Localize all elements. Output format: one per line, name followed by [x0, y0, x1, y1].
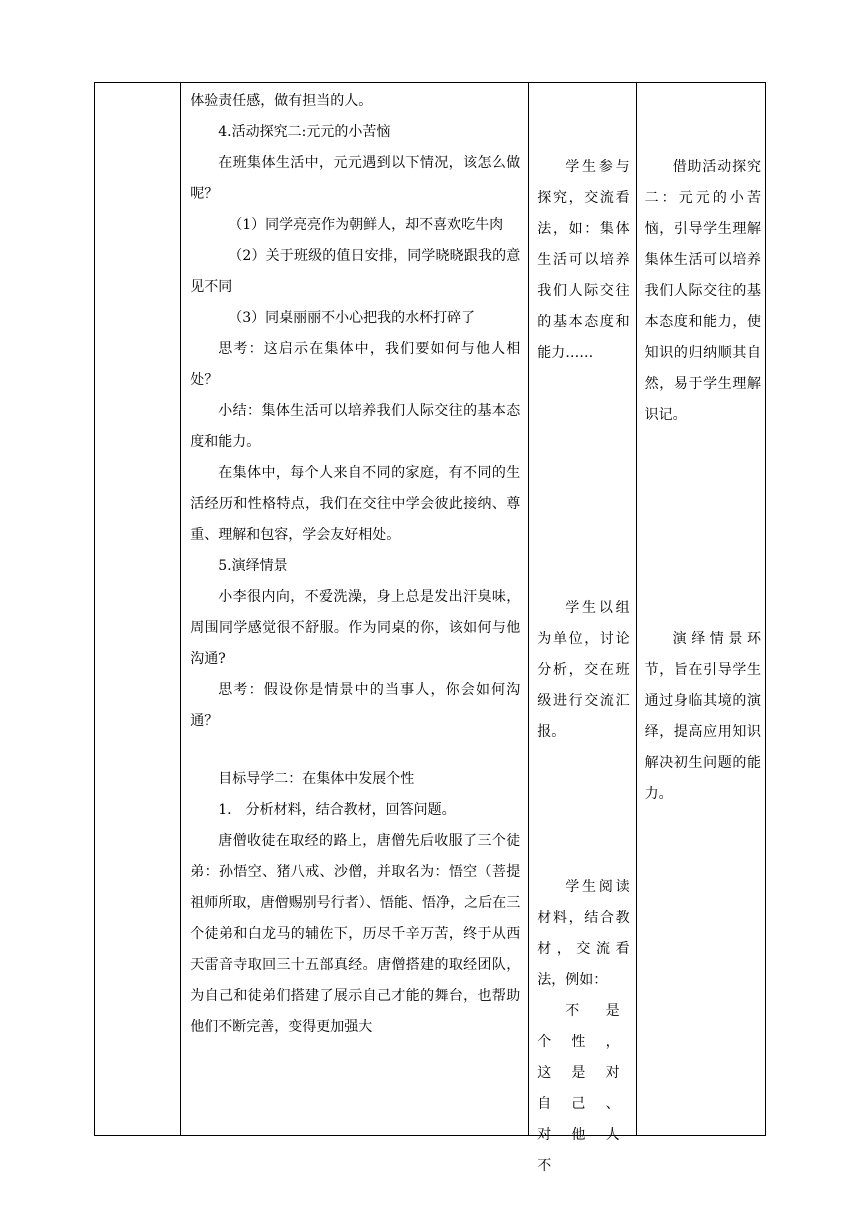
teaching-content-cell: [181, 83, 529, 1136]
student-activity-block: 学生阅读材料，结合教材，交流看法，例如：: [537, 879, 630, 988]
content-paragraph: 在班集体生活中，元元遇到以下情况，该怎么做呢？: [190, 155, 521, 202]
task-item: 1. 分析材料，结合教材，回答问题。: [218, 802, 456, 818]
think-question: 思考：假设你是情景中的当事人，你会如何沟通？: [190, 682, 521, 729]
design-intent-block: 借助活动探究二：元元的小苦恼，引导学生理解集体生活可以培养我们人际交往的基本态度和能力，使知识的归纳顺其自然，易于学生理解识记。: [644, 159, 761, 423]
reading-material: 唐僧收徒在取经的路上，唐僧先后收服了三个徒弟：孙悟空、猪八戒、沙僧，并取名为：悟空（菩提祖师所取，唐僧赐别号行者）、悟能、悟净，之后在三个徒弟和白龙马的辅佐下，历尽千辛万苦，终于从西天雷音寺取回三十五部真经。唐僧搭建的取经团队，为自己和徒弟们搭建了展示自己才能的舞台，也帮助他们不断完善，变得更加强大: [190, 833, 521, 1035]
case-item-1: （1）同学亮亮作为朝鲜人，却不喜欢吃牛肉: [228, 217, 504, 233]
content-paragraph: 在集体中，每个人来自不同的家庭，有不同的生活经历和性格特点，我们在交往中学会彼此接纳、尊重、理解和包容，学会友好相处。: [190, 465, 521, 543]
case-item-2: （2）关于班级的值日安排，同学晓晓跟我的意见不同: [190, 248, 521, 295]
think-question: 思考：这启示在集体中，我们要如何与他人相处？: [190, 341, 521, 388]
student-activity-cell: [529, 83, 636, 1174]
goal-heading: 目标导学二：在集体中发展个性: [218, 771, 415, 787]
table-row: [95, 83, 766, 1136]
activity-heading: 5.演绎情景: [218, 558, 288, 574]
summary-paragraph: 小结：集体生活可以培养我们人际交往的基本态度和能力。: [190, 403, 521, 450]
design-intent-block: 演绎情景环节，旨在引导学生通过身临其境的演绎，提高应用知识解决初生问题的能力。: [644, 631, 761, 802]
student-activity-block: 学生参与探究，交流看法，如：集体生活可以培养我们人际交往的基本态度和能力……: [537, 159, 630, 361]
stage-column-cell: [95, 83, 181, 1136]
student-activity-block: 不是个性，这是对自己、对他人不: [537, 1003, 630, 1174]
activity-heading: 4.活动探究二:元元的小苦恼: [218, 124, 391, 140]
student-activity-block: 学生以组为单位，讨论分析，交在班级进行交流汇报。: [537, 600, 630, 740]
case-item-3: （3）同桌丽丽不小心把我的水杯打碎了: [228, 310, 476, 326]
design-intent-cell: [636, 83, 765, 1136]
scenario-paragraph: 小李很内向，不爱洗澡，身上总是发出汗臭味，周围同学感觉很不舒服。作为同桌的你，该如何与他沟通?: [190, 589, 521, 667]
lesson-plan-table: [94, 82, 766, 1174]
content-line: 体验责任感，做有担当的人。: [190, 93, 373, 109]
